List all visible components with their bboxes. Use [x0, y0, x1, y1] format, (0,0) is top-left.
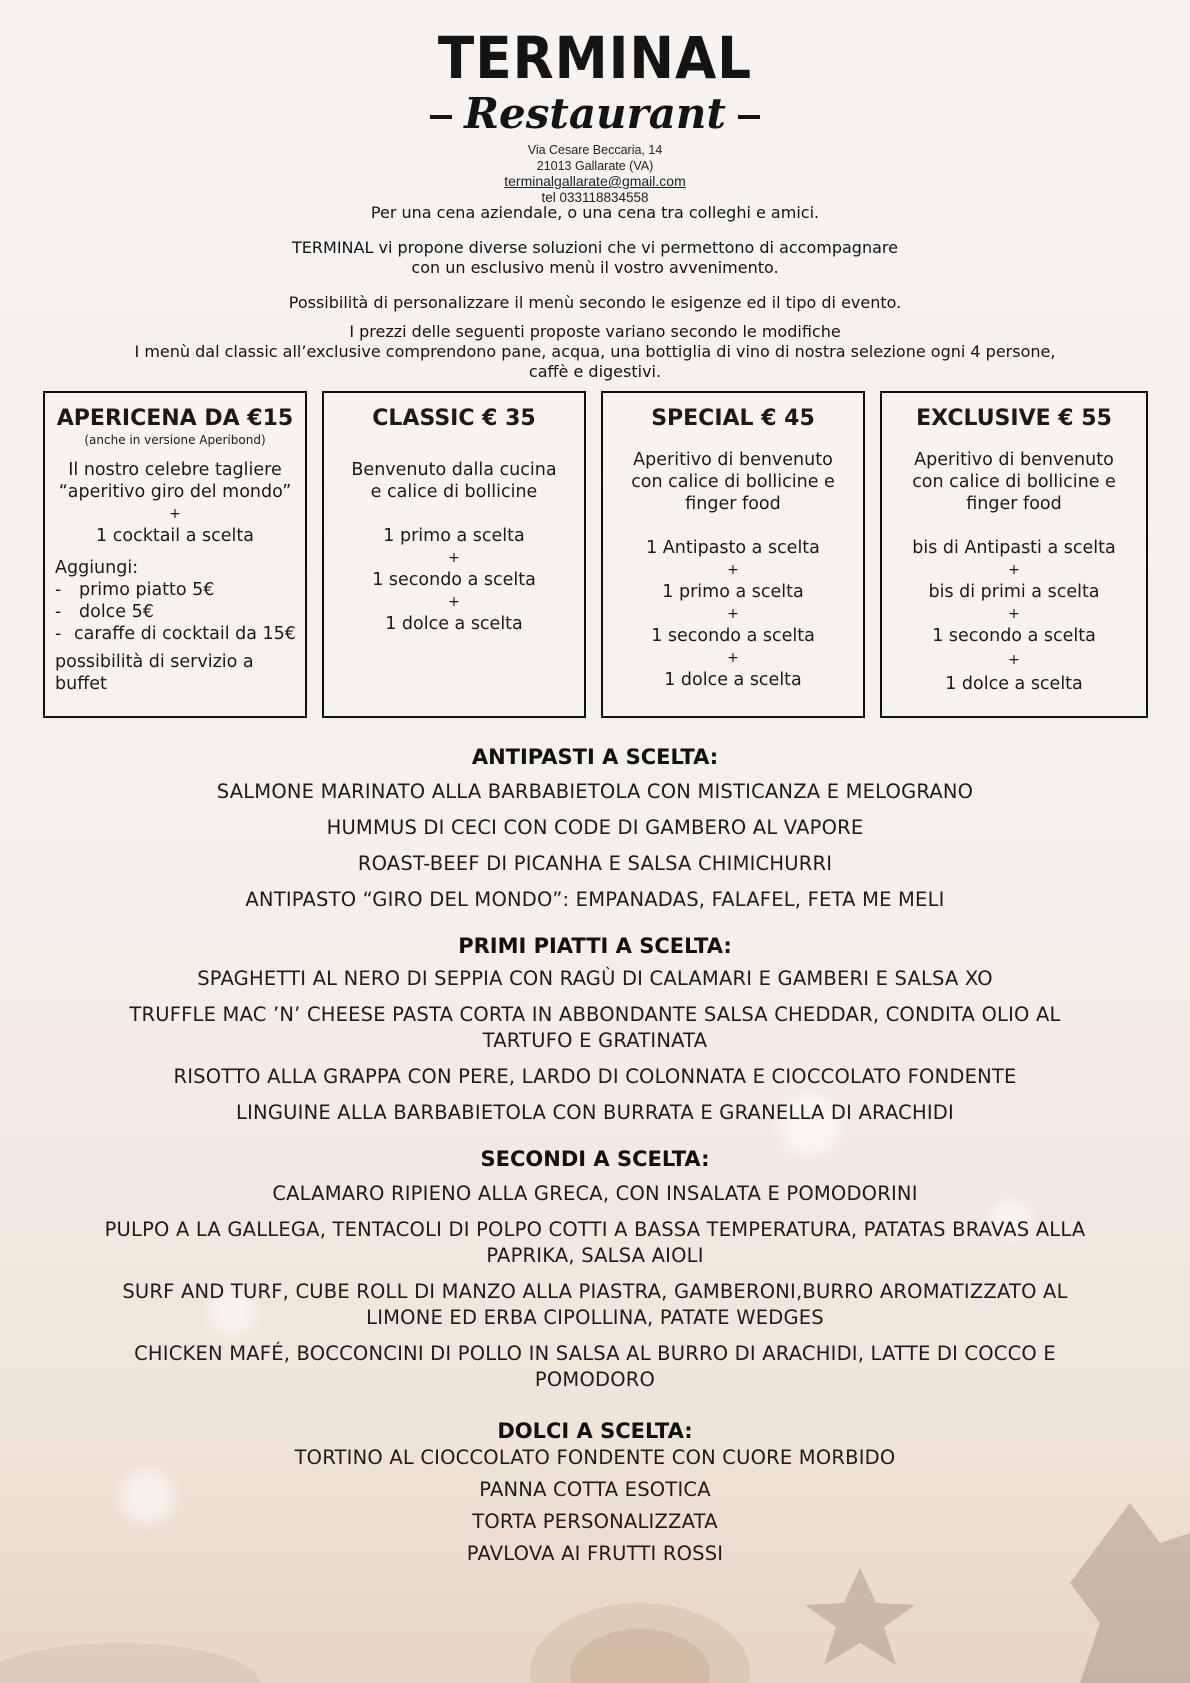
section-heading: PRIMI PIATTI A SCELTA:: [458, 934, 732, 958]
card-line: finger food: [685, 494, 781, 514]
course-line: 1 primo a scelta: [383, 526, 525, 546]
course-line: 1 secondo a scelta: [932, 626, 1096, 646]
section-heading: DOLCI A SCELTA:: [497, 1419, 693, 1443]
card-line: e calice di bollicine: [370, 482, 538, 502]
card-body: [603, 449, 863, 691]
course-line: 1 secondo a scelta: [372, 570, 536, 590]
dish-item: ROAST-BEEF DI PICANHA E SALSA CHIMICHURRI: [357, 852, 833, 875]
card-title: APERICENA DA €15: [56, 406, 294, 431]
intro-line: Per una cena aziendale, o una cena tra colleghi e amici.: [370, 203, 820, 222]
plus-sign: +: [727, 606, 739, 622]
intro-line: I prezzi delle seguenti proposte variano secondo le modifiche: [349, 322, 841, 341]
dish-item: SPAGHETTI AL NERO DI SEPPIA CON RAGÙ DI CALAMARI E GAMBERI E SALSA XO: [197, 967, 993, 990]
antipasti-section: [95, 744, 1095, 913]
brand-logo: TERMINAL: [437, 24, 753, 92]
card-title: CLASSIC € 35: [372, 406, 536, 431]
dish-item: SURF AND TURF, CUBE ROLL DI MANZO ALLA PIASTRA, GAMBERONI,BURRO AROMATIZZATO AL LIMONE ED ERBA CIPOLLINA, PATATE WEDGES: [122, 1280, 1068, 1329]
plus-sign: +: [1008, 652, 1020, 668]
add-item: - dolce 5€: [55, 602, 154, 622]
address-street: Via Cesare Beccaria, 14: [527, 143, 663, 157]
add-item: - primo piatto 5€: [55, 580, 215, 600]
card-line: con calice di bollicine e: [912, 472, 1116, 492]
dish-item: TRUFFLE MAC ’N’ CHEESE PASTA CORTA IN ABBONDANTE SALSA CHEDDAR, CONDITA OLIO AL TARTUFO E GRATINATA: [129, 1003, 1061, 1052]
card-line: finger food: [966, 494, 1062, 514]
brand-subtitle: Restaurant: [0, 90, 1190, 138]
card-title: EXCLUSIVE € 55: [916, 406, 1112, 431]
card-line: Aperitivo di benvenuto: [914, 450, 1114, 470]
dolci-section: [95, 1418, 1095, 1567]
course-line: 1 dolce a scelta: [385, 614, 523, 634]
section-heading: SECONDI A SCELTA:: [480, 1147, 710, 1171]
dish-item: TORTINO AL CIOCCOLATO FONDENTE CON CUORE MORBIDO: [294, 1446, 896, 1469]
add-label: Aggiungi:: [55, 558, 139, 578]
course-line: bis di primi a scelta: [928, 582, 1100, 602]
course-line: bis di Antipasti a scelta: [912, 538, 1116, 558]
buffet-note: possibilità di servizio a buffet: [55, 652, 254, 694]
secondi-section: [95, 1146, 1095, 1393]
card-exclusive: [880, 391, 1148, 718]
dish-item: ANTIPASTO “GIRO DEL MONDO”: EMPANADAS, FALAFEL, FETA ME MELI: [245, 888, 945, 911]
card-apericena: [43, 391, 307, 718]
course-line: 1 Antipasto a scelta: [646, 538, 820, 558]
course-line: 1 dolce a scelta: [664, 670, 802, 690]
primi-section: [95, 933, 1095, 1126]
card-special: [601, 391, 865, 718]
card-note: (anche in versione Aperibond): [84, 433, 266, 447]
card-body: [45, 459, 305, 547]
intro-line: con un esclusivo menù il vostro avvenimento.: [411, 258, 779, 277]
card-title: SPECIAL € 45: [651, 406, 815, 431]
intro-text: [60, 203, 1130, 382]
intro-line: I menù dal classic all’exclusive comprendono pane, acqua, una bottiglia di vino di nostra selezione ogni 4 persone,: [134, 342, 1056, 361]
plus-sign: +: [727, 562, 739, 578]
dish-item: RISOTTO ALLA GRAPPA CON PERE, LARDO DI COLONNATA E CIOCCOLATO FONDENTE: [173, 1065, 1017, 1088]
dish-item: LINGUINE ALLA BARBABIETOLA CON BURRATA E GRANELLA DI ARACHIDI: [236, 1101, 954, 1124]
card-line: Il nostro celebre tagliere: [68, 460, 282, 480]
dish-item: PANNA COTTA ESOTICA: [479, 1478, 711, 1501]
dish-item: CHICKEN MAFÉ, BOCCONCINI DI POLLO IN SALSA AL BURRO DI ARACHIDI, LATTE DI COCCO E POMODORO: [134, 1342, 1056, 1391]
menu-packages: [43, 391, 1148, 722]
add-item: - caraffe di cocktail da 15€: [55, 624, 296, 644]
dish-item: TORTA PERSONALIZZATA: [472, 1510, 718, 1533]
card-line: “aperitivo giro del mondo”: [58, 482, 292, 502]
email-link[interactable]: terminalgallarate@gmail.com: [504, 173, 686, 189]
intro-line: TERMINAL vi propone diverse soluzioni che vi permettono di accompagnare: [292, 238, 898, 257]
dish-item: CALAMARO RIPIENO ALLA GRECA, CON INSALATA E POMODORINI: [272, 1182, 918, 1205]
course-line: 1 dolce a scelta: [945, 674, 1083, 694]
plus-sign: +: [1008, 562, 1020, 578]
plus-sign: +: [169, 506, 181, 522]
card-line: Benvenuto dalla cucina: [351, 460, 557, 480]
dish-item: HUMMUS DI CECI CON CODE DI GAMBERO AL VAPORE: [326, 816, 864, 839]
header: [0, 24, 1190, 206]
card-body: [882, 449, 1146, 695]
dish-item: PAVLOVA AI FRUTTI ROSSI: [466, 1542, 724, 1565]
card-body: [324, 459, 584, 635]
intro-line: Possibilità di personalizzare il menù secondo le esigenze ed il tipo di evento.: [288, 293, 902, 312]
address-city: 21013 Gallarate (VA): [536, 159, 654, 173]
section-heading: ANTIPASTI A SCELTA:: [471, 745, 719, 769]
phone-number: tel 033118834558: [541, 190, 649, 205]
card-line: con calice di bollicine e: [631, 472, 835, 492]
dish-item: SALMONE MARINATO ALLA BARBABIETOLA CON MISTICANZA E MELOGRANO: [216, 780, 974, 803]
card-line: Aperitivo di benvenuto: [633, 450, 833, 470]
plus-sign: +: [1008, 606, 1020, 622]
card-classic: [322, 391, 586, 718]
intro-line: caffè e digestivi.: [528, 362, 662, 381]
plus-sign: +: [727, 650, 739, 666]
add-list: [45, 579, 305, 645]
course-line: 1 secondo a scelta: [651, 626, 815, 646]
plus-sign: +: [448, 594, 460, 610]
plus-sign: +: [448, 550, 460, 566]
course-line: 1 primo a scelta: [662, 582, 804, 602]
dish-item: PULPO A LA GALLEGA, TENTACOLI DI POLPO COTTI A BASSA TEMPERATURA, PATATAS BRAVAS ALLA PAPRIKA, SALSA AIOLI: [104, 1218, 1086, 1267]
card-line: 1 cocktail a scelta: [96, 526, 254, 546]
